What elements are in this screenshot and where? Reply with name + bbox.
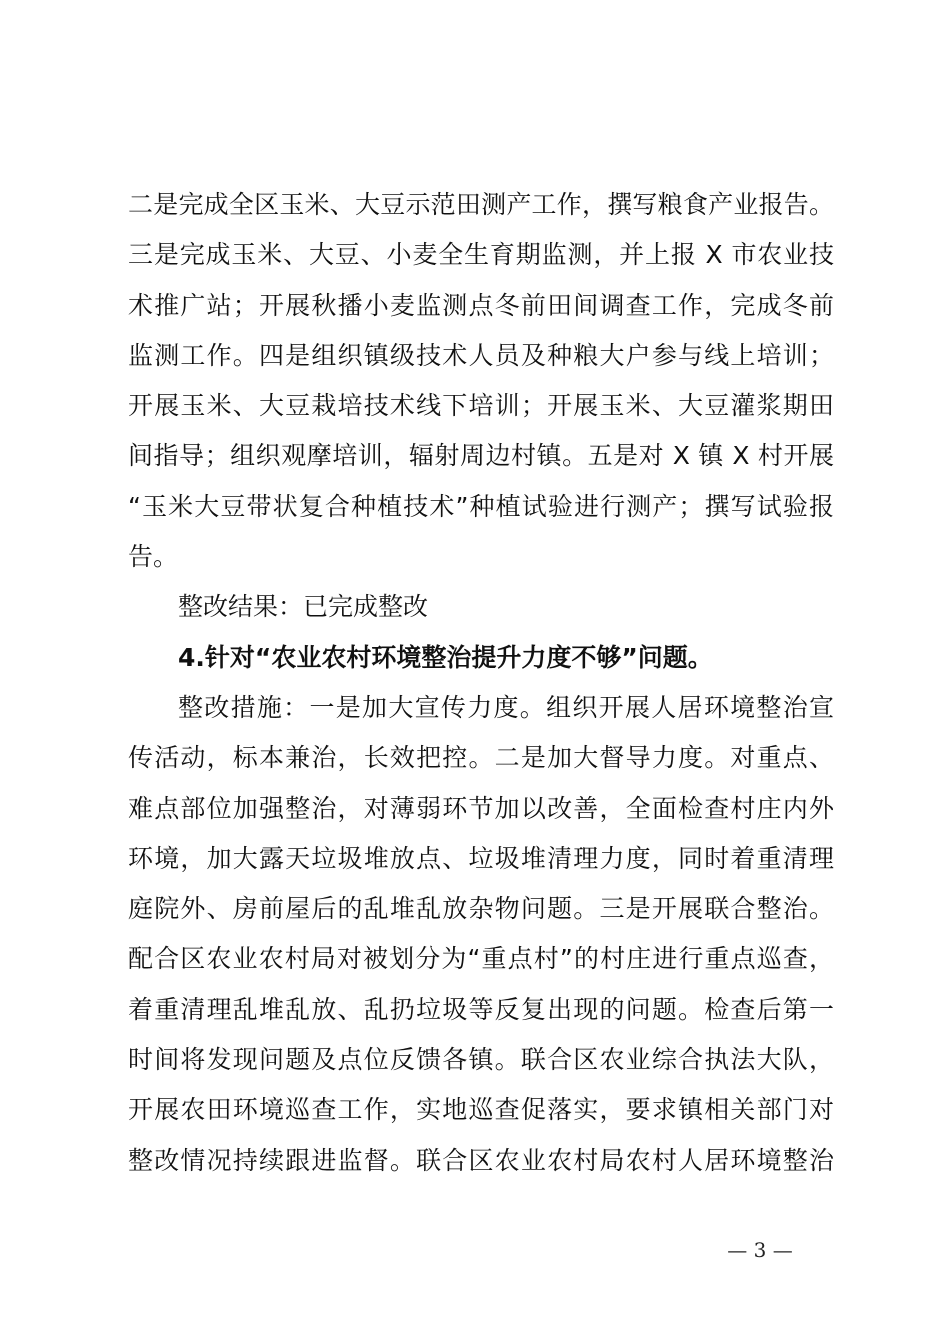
text-line: 配合区农业农村局对被划分为“重点村”的村庄进行重点巡查， <box>128 944 834 974</box>
text-line: 着重清理乱堆乱放、乱扔垃圾等反复出现的问题。检查后第一 <box>128 994 834 1024</box>
text-line: 整改情况持续跟进监督。联合区农业农村局农村人居环境整治 <box>128 1145 834 1175</box>
text-line: “玉米大豆带状复合种植技术”种植试验进行测产；撰写试验报 <box>128 491 834 521</box>
text-line: 术推广站；开展秋播小麦监测点冬前田间调查工作，完成冬前 <box>128 290 834 320</box>
text-line: 间指导；组织观摩培训，辐射周边村镇。五是对 X 镇 X 村开展 <box>128 441 834 471</box>
text-line: 环境，加大露天垃圾堆放点、垃圾堆清理力度，同时着重清理 <box>128 843 834 873</box>
text-line: 传活动，标本兼治，长效把控。二是加大督导力度。对重点、 <box>128 743 834 773</box>
text-line: 监测工作。四是组织镇级技术人员及种粮大户参与线上培训； <box>128 340 834 370</box>
text-line: 整改措施：一是加大宣传力度。组织开展人居环境整治宣 <box>178 692 834 722</box>
section-heading: 4.针对“农业农村环境整治提升力度不够”问题。 <box>178 642 713 672</box>
body-text <box>128 180 834 1186</box>
text-line: 三是完成玉米、大豆、小麦全生育期监测，并上报 X 市农业技 <box>128 240 834 270</box>
text-line: 告。 <box>128 542 179 572</box>
text-line: 庭院外、房前屋后的乱堆乱放杂物问题。三是开展联合整治。 <box>128 894 834 924</box>
text-line: 开展玉米、大豆栽培技术线下培训；开展玉米、大豆灌浆期田 <box>128 391 834 421</box>
rectification-result: 整改结果：已完成整改 <box>178 592 429 622</box>
text-line: 时间将发现问题及点位反馈各镇。联合区农业综合执法大队， <box>128 1045 834 1075</box>
text-line: 二是完成全区玉米、大豆示范田测产工作，撰写粮食产业报告。 <box>128 190 834 219</box>
text-line: 开展农田环境巡查工作，实地巡查促落实，要求镇相关部门对 <box>128 1095 834 1125</box>
text-line: 难点部位加强整治，对薄弱环节加以改善，全面检查村庄内外 <box>128 793 834 823</box>
page-number: — 3 — <box>727 1238 793 1262</box>
